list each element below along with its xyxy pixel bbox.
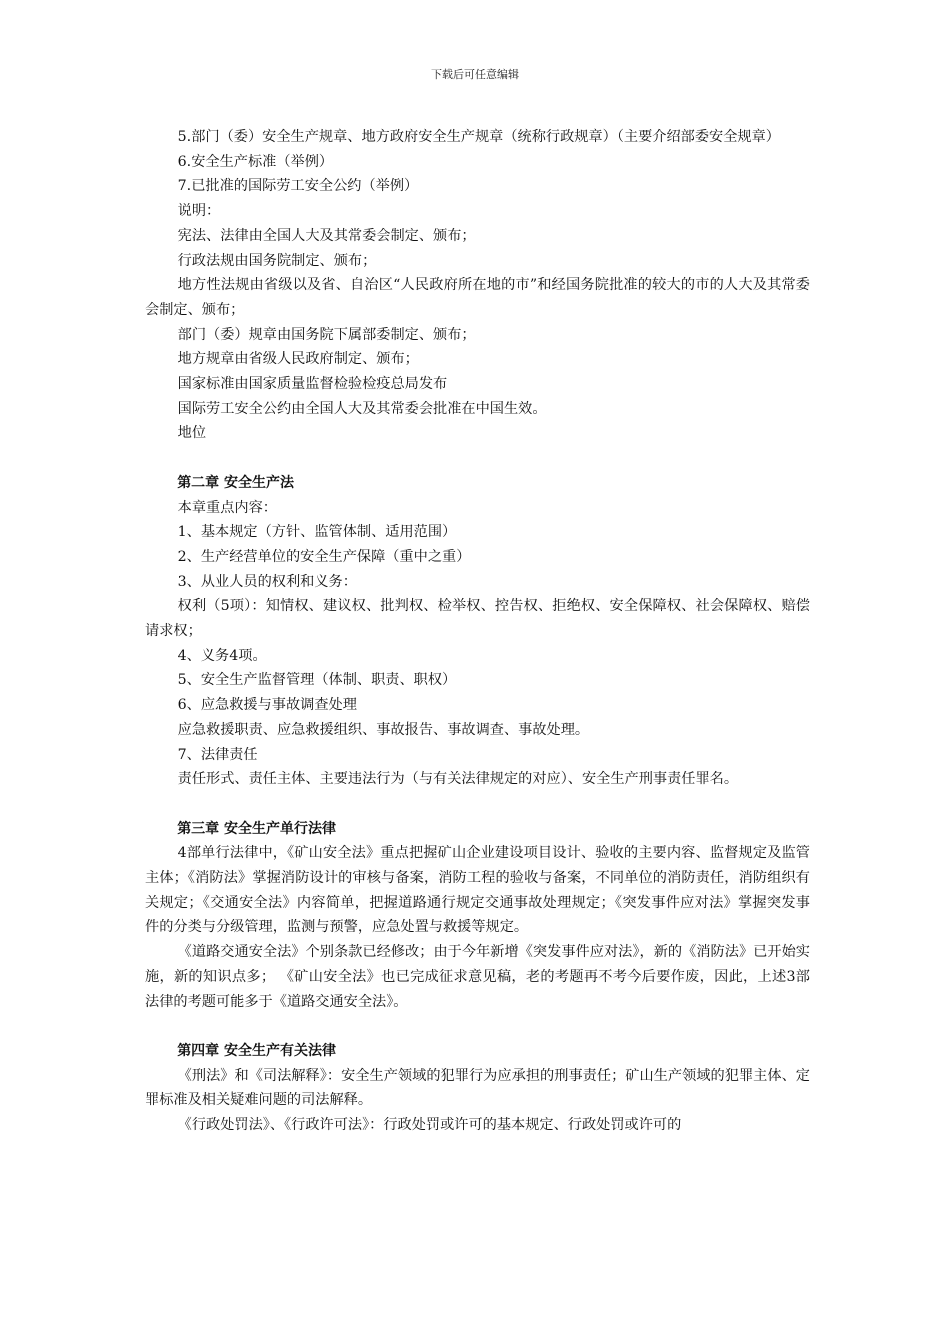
paragraph: 《道路交通安全法》个别条款已经修改；由于今年新增《突发事件应对法》，新的《消防法》已开始实施，新的知识点多； 《矿山安全法》也已完成征求意见稿，老的考题再不考今后要作废，因此，上述3部法律的考题可能多于《道路交通安全法》。 [145, 944, 810, 1010]
paragraph: 《刑法》和《司法解释》：安全生产领域的犯罪行为应承担的刑事责任；矿山生产领域的犯罪主体、定罪标准及相关疑难问题的司法解释。 [145, 1067, 810, 1109]
paragraph: 本章重点内容： [177, 499, 277, 516]
spacer [145, 1014, 810, 1039]
paragraph: 宪法、法律由全国人大及其常委会制定、颁布； [177, 227, 476, 244]
paragraph: 7、法律责任 [177, 746, 258, 763]
paragraph: 2、生产经营单位的安全生产保障（重中之重） [177, 548, 471, 565]
paragraph: 国家标准由国家质量监督检验检疫总局发布 [177, 376, 448, 393]
paragraph: 5、安全生产监督管理（体制、职责、职权） [177, 672, 457, 689]
paragraph: 说明： [177, 203, 221, 220]
chapter-heading: 第三章 安全生产单行法律 [177, 820, 337, 837]
paragraph: 1、基本规定（方针、监管体制、适用范围） [177, 524, 457, 541]
spacer [145, 446, 810, 471]
document-body [145, 125, 810, 1138]
paragraph: 地位 [177, 425, 207, 442]
section-chapter-2 [145, 471, 810, 792]
paragraph: 4、义务4项。 [177, 647, 267, 664]
paragraph: 3、从业人员的权利和义务： [177, 573, 357, 590]
paragraph: 行政法规由国务院制定、颁布； [177, 252, 377, 269]
paragraph: 《行政处罚法》、《行政许可法》：行政处罚或许可的基本规定、行政处罚或许可的 [177, 1117, 682, 1134]
paragraph: 部门（委）规章由国务院下属部委制定、颁布； [177, 326, 476, 343]
section-chapter-3 [145, 817, 810, 1015]
page-header: 下载后可任意编辑 [431, 68, 519, 81]
chapter-heading: 第四章 安全生产有关法律 [177, 1042, 337, 1059]
paragraph: 4部单行法律中，《矿山安全法》重点把握矿山企业建设项目设计、验收的主要内容、监督规定及监管主体；《消防法》掌握消防设计的审核与备案，消防工程的验收与备案，不同单位的消防责任，消防组织有关规定；《交通安全法》内容简单，把握道路通行规定交通事故处理规定；《突发事件应对法》掌握突发事件的分类与分级管理，监测与预警，应急处置与救援等规定。 [145, 845, 810, 936]
paragraph: 6.安全生产标准（举例） [177, 153, 334, 170]
paragraph: 国际劳工安全公约由全国人大及其常委会批准在中国生效。 [177, 400, 547, 417]
paragraph: 地方性法规由省级以及省、自治区“人民政府所在地的市”和经国务院批准的较大的市的人大及其常委会制定、颁布； [145, 277, 810, 318]
paragraph: 7.已批准的国际劳工安全公约（举例） [177, 178, 419, 195]
paragraph: 地方规章由省级人民政府制定、颁布； [177, 351, 419, 368]
paragraph: 6、应急救援与事故调查处理 [177, 697, 357, 714]
paragraph: 5.部门（委）安全生产规章、地方政府安全生产规章（统称行政规章）（主要介绍部委安全规章） [177, 129, 780, 145]
paragraph: 应急救援职责、应急救援组织、事故报告、事故调查、事故处理。 [177, 721, 590, 738]
section-legal-sources [145, 125, 810, 446]
section-chapter-4 [145, 1039, 810, 1138]
paragraph: 权利（5项）：知情权、建议权、批判权、检举权、控告权、拒绝权、安全保障权、社会保障权、赔偿请求权； [145, 598, 810, 640]
spacer [145, 792, 810, 817]
paragraph: 责任形式、责任主体、主要违法行为（与有关法律规定的对应）、安全生产刑事责任罪名。 [177, 771, 739, 788]
chapter-heading: 第二章 安全生产法 [177, 474, 295, 491]
